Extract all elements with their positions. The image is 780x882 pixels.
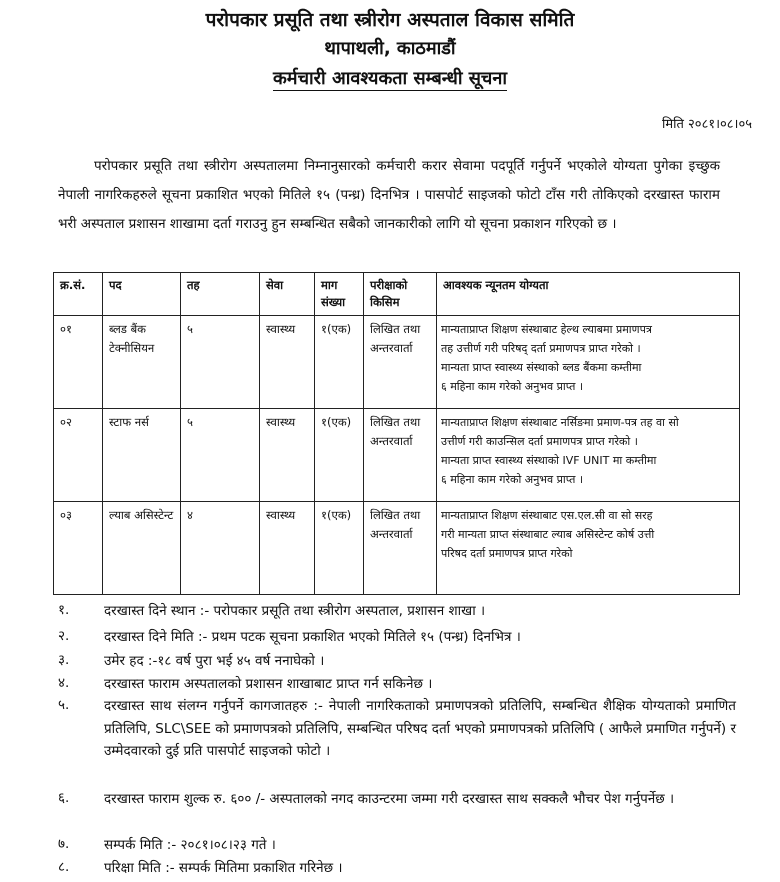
cell-level: ४ xyxy=(181,502,260,595)
notice-title xyxy=(0,66,780,90)
cell-level: ५ xyxy=(181,409,260,502)
notice-paragraph: परोपकार प्रसूति तथा स्त्रीरोग अस्पतालमा निम्नानुसारको कर्मचारी करार सेवामा पदपूर्ति गर्नुपर्ने भएकोले योग्यता पुगेका इच्छुक नेपाली नागरिकहरुले सूचना प्रकाशित भएको मितिले १५ (पन्ध्र) दिनभित्र । पासपोर्ट साइजको फोटो टाँस गरी तोकिएको दरखास्त फाराम भरी अस्पताल प्रशासन शाखामा दर्ता गराउनु हुन सम्बन्धित सबैको जानकारीको लागि यो सूचना प्रकाशन गरिएको छ । xyxy=(58,158,720,232)
header-sn: क्र.सं. xyxy=(54,273,103,316)
qualification-line: परिषद दर्ता प्रमाणपत्र प्राप्त गरेको xyxy=(441,547,573,560)
list-item-number: ६. xyxy=(58,790,70,806)
header-post: पद xyxy=(103,273,181,316)
notice-date: मिति २०८१।०८।०५ xyxy=(662,117,752,132)
table-row xyxy=(54,316,740,409)
qualification-line: मान्यताप्राप्त शिक्षण संस्थाबाट एस.एल.सी वा सो सरह xyxy=(441,509,653,522)
cell-post: स्टाफ नर्स xyxy=(103,409,181,502)
cell-level: ५ xyxy=(181,316,260,409)
list-item-number: ३. xyxy=(58,652,70,668)
table-header-row xyxy=(54,273,740,316)
organization-address: थापाथली, काठमाडौं xyxy=(324,38,456,59)
list-item-number: १. xyxy=(58,602,70,618)
cell-count: १(एक) xyxy=(315,316,364,409)
organization-name: परोपकार प्रसूति तथा स्त्रीरोग अस्पताल विकास समिति xyxy=(205,9,575,31)
cell-sn: ०१ xyxy=(54,316,103,409)
list-item-text: दरखास्त दिने मिति :- प्रथम पटक सूचना प्रकाशित भएको मितिले १५ (पन्ध्र) दिनभित्र । xyxy=(104,629,521,645)
list-item-text: दरखास्त साथ संलग्न गर्नुपर्ने कागजातहरु :- नेपाली नागरिकताको प्रमाणपत्रको प्रतिलिपि, सम्बन्धित शैक्षिक योग्यताको प्रमाणित प्रतिलिपि, SLC\SEE को प्रमाणपत्रको प्रतिलिपि, सम्बन्धित परिषद दर्ता भएको प्रमाणपत्रको प्रतिलिपि ( आफैले प्रमाणित गर्नुपर्ने) र उम्मेदवारको दुई प्रति पासपोर्ट साइजको फोटो । xyxy=(104,698,736,759)
cell-count: १(एक) xyxy=(315,502,364,595)
qualification-line: ६ महिना काम गरेको अनुभव प्राप्त । xyxy=(441,380,584,393)
cell-qualification xyxy=(437,502,740,595)
qualification-line: मान्यता प्राप्त स्वास्थ्य संस्थाको ब्लड बैंकमा कम्तीमा xyxy=(441,361,642,374)
cell-exam: लिखित तथा अन्तरवार्ता xyxy=(364,316,437,409)
vacancy-table xyxy=(53,272,740,595)
cell-exam: लिखित तथा अन्तरवार्ता xyxy=(364,502,437,595)
header-qualification: आवश्यक न्यूनतम योग्यता xyxy=(437,273,740,316)
list-item-text: दरखास्त फाराम अस्पतालको प्रशासन शाखाबाट प्राप्त गर्न सकिनेछ । xyxy=(104,676,433,692)
list-item-text: दरखास्त दिने स्थान :- परोपकार प्रसूति तथा स्त्रीरोग अस्पताल, प्रशासन शाखा । xyxy=(104,603,486,619)
list-item-number: ५. xyxy=(58,697,70,713)
header-exam: परीक्षाको किसिम xyxy=(364,273,437,316)
cell-exam: लिखित तथा अन्तरवार्ता xyxy=(364,409,437,502)
table-row xyxy=(54,502,740,595)
list-item-number: २. xyxy=(58,628,70,644)
list-item-text: उमेर हद :-१८ वर्ष पुरा भई ४५ वर्ष ननाघेको । xyxy=(104,653,325,669)
cell-sn: ०३ xyxy=(54,502,103,595)
qualification-line: मान्यताप्राप्त शिक्षण संस्थाबाट हेल्थ ल्याबमा प्रमाणपत्र xyxy=(441,323,652,336)
qualification-line: उत्तीर्ण गरी काउन्सिल दर्ता प्रमाणपत्र प्राप्त गरेको । xyxy=(441,435,638,448)
cell-post: ब्लड बैंक टेक्नीसियन xyxy=(103,316,181,409)
header-level: तह xyxy=(181,273,260,316)
list-item-number: ८. xyxy=(58,859,70,875)
cell-service: स्वास्थ्य xyxy=(260,316,315,409)
cell-post: ल्याब असिस्टेन्ट xyxy=(103,502,181,595)
qualification-line: मान्यताप्राप्त शिक्षण संस्थाबाट नर्सिङमा प्रमाण-पत्र तह वा सो xyxy=(441,416,679,429)
list-item-number: ७. xyxy=(58,836,70,852)
qualification-line: मान्यता प्राप्त स्वास्थ्य संस्थाको IVF UNIT मा कम्तीमा xyxy=(441,454,657,467)
list-item-text: दरखास्त फाराम शुल्क रु. ६०० /- अस्पतालको नगद काउन्टरमा जम्मा गरी दरखास्त साथ सक्कलै भौचर पेश गर्नुपर्नेछ । xyxy=(104,791,675,807)
notice-title-text: कर्मचारी आवश्यकता सम्बन्धी सूचना xyxy=(272,68,507,89)
qualification-line: गरी मान्यता प्राप्त संस्थाबाट ल्याब असिस्टेन्ट कोर्ष उत्ती xyxy=(441,528,655,541)
cell-count: १(एक) xyxy=(315,409,364,502)
cell-sn: ०२ xyxy=(54,409,103,502)
qualification-line: तह उत्तीर्ण गरी परिषद् दर्ता प्रमाणपत्र प्राप्त गरेको । xyxy=(441,342,641,355)
list-item-number: ४. xyxy=(58,675,70,691)
cell-qualification xyxy=(437,316,740,409)
qualification-line: ६ महिना काम गरेको अनुभव प्राप्त । xyxy=(441,473,584,486)
list-item-text: सम्पर्क मिति :- २०८१।०८।२३ गते । xyxy=(104,837,276,853)
table-row xyxy=(54,409,740,502)
cell-service: स्वास्थ्य xyxy=(260,502,315,595)
cell-qualification xyxy=(437,409,740,502)
header-count: माग संख्या xyxy=(315,273,364,316)
list-item-text: परिक्षा मिति :- सम्पर्क मितिमा प्रकाशित गरिनेछ । xyxy=(104,860,343,876)
header-service: सेवा xyxy=(260,273,315,316)
cell-service: स्वास्थ्य xyxy=(260,409,315,502)
